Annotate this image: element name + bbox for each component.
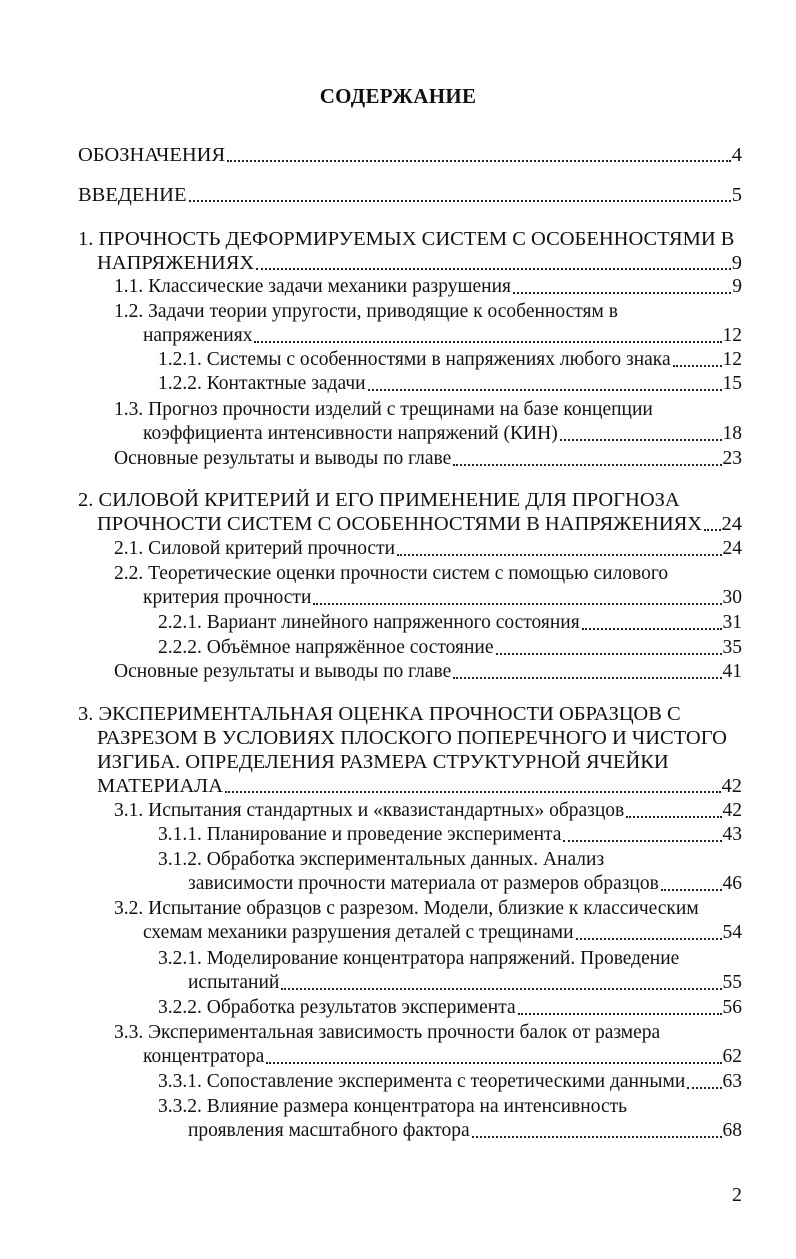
dot-leader xyxy=(368,389,722,391)
dot-leader xyxy=(256,268,731,270)
toc-entry-line xyxy=(0,421,796,447)
toc-entry-line xyxy=(0,371,796,397)
toc-entry-line xyxy=(0,946,796,972)
toc-entry-line xyxy=(0,871,796,897)
toc-entry-line xyxy=(0,274,796,300)
toc-entry-line xyxy=(0,1118,796,1144)
toc-entry-title: концентратора xyxy=(143,1046,265,1067)
toc-entry-title: РАЗРЕЗОМ В УСЛОВИЯХ ПЛОСКОГО ПОПЕРЕЧНОГО И ЧИСТОГО xyxy=(97,727,727,749)
toc-entry-title: 1.2.2. Контактные задачи xyxy=(158,373,366,394)
dot-leader xyxy=(397,554,721,556)
toc-entry-page: 4 xyxy=(731,144,742,166)
toc-entry-page: 56 xyxy=(722,997,742,1018)
toc-entry-title: ИЗГИБА. ОПРЕДЕЛЕНИЯ РАЗМЕРА СТРУКТУРНОЙ ЯЧЕЙКИ xyxy=(97,751,669,773)
toc-entry-page: 42 xyxy=(722,800,742,821)
toc-entry-page: 63 xyxy=(722,1071,742,1092)
toc-entry-page: 42 xyxy=(721,775,742,797)
toc-entry-page: 41 xyxy=(722,661,742,682)
dot-leader xyxy=(560,439,722,441)
toc-entry-line xyxy=(0,142,796,168)
toc-entry-title: Основные результаты и выводы по главе xyxy=(114,448,452,469)
dot-leader xyxy=(313,603,721,605)
toc-entry-line xyxy=(0,701,796,727)
toc-entry-title: коэффициента интенсивности напряжений (КИН) xyxy=(143,423,558,444)
page-title: СОДЕРЖАНИЕ xyxy=(319,84,477,108)
toc-entry-line xyxy=(0,250,796,276)
toc-entry-line xyxy=(0,659,796,685)
toc-entry-page: 9 xyxy=(731,252,742,274)
toc-entry-line xyxy=(0,847,796,873)
toc-entry-page: 23 xyxy=(722,448,742,469)
toc-entry-line xyxy=(0,610,796,636)
toc-entry-title: 3.3. Экспериментальная зависимость прочности балок от размера xyxy=(114,1022,661,1043)
toc-entry-title: МАТЕРИАЛА xyxy=(97,775,223,797)
toc-entry-page: 55 xyxy=(722,972,742,993)
toc-entry-line xyxy=(0,773,796,799)
dot-leader xyxy=(563,840,721,842)
toc-entry-line xyxy=(0,970,796,996)
toc-entry-title: 3.2.2. Обработка результатов эксперимента xyxy=(158,997,516,1018)
toc-entry-line xyxy=(0,511,796,537)
toc-entry-title: 2.2.1. Вариант линейного напряженного состояния xyxy=(158,612,580,633)
dot-leader xyxy=(189,200,731,202)
toc-entry-page: 15 xyxy=(722,373,742,394)
toc-entry-title: 1.2.1. Системы с особенностями в напряжениях любого знака xyxy=(158,349,671,370)
toc-entry-page: 46 xyxy=(722,873,742,894)
dot-leader xyxy=(453,677,721,679)
toc-entry-title: ОБОЗНАЧЕНИЯ xyxy=(78,144,226,166)
toc-entry-line xyxy=(0,182,796,208)
toc-entry-page: 9 xyxy=(732,276,742,297)
toc-entry-title: критерия прочности xyxy=(143,587,312,608)
toc-entry-page: 12 xyxy=(722,325,742,346)
toc-entry-title: 2.2. Теоретические оценки прочности систем с помощью силового xyxy=(114,563,669,584)
toc-entry-line xyxy=(0,1020,796,1046)
toc-entry-line xyxy=(0,323,796,349)
toc-entry-page: 24 xyxy=(722,538,742,559)
toc-entry-title: 3.1.2. Обработка экспериментальных данных. Анализ xyxy=(158,849,605,870)
dot-leader xyxy=(266,1062,721,1064)
dot-leader xyxy=(626,816,721,818)
toc-entry-title: 3.3.2. Влияние размера концентратора на интенсивность xyxy=(158,1096,628,1117)
toc-entry-line xyxy=(0,347,796,373)
toc-entry-page: 30 xyxy=(722,587,742,608)
dot-leader xyxy=(496,653,722,655)
toc-entry-title: 2.2.2. Объёмное напряжённое состояние xyxy=(158,637,494,658)
toc-entry-line xyxy=(0,920,796,946)
toc-entry-line xyxy=(0,446,796,472)
toc-entry-line xyxy=(0,487,796,513)
toc-entry-page: 62 xyxy=(722,1046,742,1067)
toc-entry-title: 3. ЭКСПЕРИМЕНТАЛЬНАЯ ОЦЕНКА ПРОЧНОСТИ ОБРАЗЦОВ С xyxy=(78,703,681,725)
toc-entry-page: 54 xyxy=(722,922,742,943)
toc-entry-line xyxy=(0,749,796,775)
dot-leader xyxy=(513,292,731,294)
toc-entry-title: НАПРЯЖЕНИЯХ xyxy=(97,252,255,274)
toc-entry-line xyxy=(0,995,796,1021)
toc-entry-title: ПРОЧНОСТИ СИСТЕМ С ОСОБЕННОСТЯМИ В НАПРЯЖЕНИЯХ xyxy=(97,513,703,535)
dot-leader xyxy=(453,464,721,466)
toc-entry-title: 1.2. Задачи теории упругости, приводящие к особенностям в xyxy=(114,301,618,322)
toc-entry-title: схемам механики разрушения деталей с трещинами xyxy=(143,922,574,943)
toc-entry-page: 43 xyxy=(722,824,742,845)
toc-entry-line xyxy=(0,397,796,423)
toc-entry-title: 1.3. Прогноз прочности изделий с трещинами на базе концепции xyxy=(114,399,653,420)
toc-entry-page: 12 xyxy=(722,349,742,370)
toc-entry-line xyxy=(0,798,796,824)
toc-entry-page: 31 xyxy=(722,612,742,633)
dot-leader xyxy=(518,1013,722,1015)
dot-leader xyxy=(673,365,722,367)
dot-leader xyxy=(687,1087,721,1089)
toc-entry-line xyxy=(0,725,796,751)
dot-leader xyxy=(281,988,721,990)
toc-entry-title: Основные результаты и выводы по главе xyxy=(114,661,452,682)
toc-entry-line xyxy=(0,226,796,252)
toc-entry-title: проявления масштабного фактора xyxy=(188,1120,470,1141)
toc-entry-title: ВВЕДЕНИЕ xyxy=(78,184,187,206)
toc-entry-line xyxy=(0,585,796,611)
toc-entry-title: 2. СИЛОВОЙ КРИТЕРИЙ И ЕГО ПРИМЕНЕНИЕ ДЛЯ ПРОГНОЗА xyxy=(78,489,680,511)
dot-leader xyxy=(704,529,720,531)
toc-entry-line xyxy=(0,1044,796,1070)
toc-entry-line xyxy=(0,635,796,661)
toc-entry-line xyxy=(0,896,796,922)
dot-leader xyxy=(254,341,721,343)
dot-leader xyxy=(472,1136,722,1138)
toc-entry-line xyxy=(0,1094,796,1120)
page-number: 2 xyxy=(732,1184,742,1206)
toc-entry-title: 1. ПРОЧНОСТЬ ДЕФОРМИРУЕМЫХ СИСТЕМ С ОСОБЕННОСТЯМИ В xyxy=(78,228,735,250)
toc-entry-title: 3.2. Испытание образцов с разрезом. Модели, близкие к классическим xyxy=(114,898,699,919)
toc-entry-title: 3.1.1. Планирование и проведение эксперимента xyxy=(158,824,562,845)
dot-leader xyxy=(576,938,722,940)
toc-entry-line xyxy=(0,1069,796,1095)
dot-leader xyxy=(661,889,722,891)
toc-entry-page: 24 xyxy=(721,513,742,535)
toc-entry-title: испытаний xyxy=(188,972,280,993)
toc-entry-title: напряжениях xyxy=(143,325,253,346)
dot-leader xyxy=(582,628,722,630)
dot-leader xyxy=(225,791,721,793)
toc-entry-title: 3.2.1. Моделирование концентратора напряжений. Проведение xyxy=(158,948,680,969)
toc-entry-title: зависимости прочности материала от размеров образцов xyxy=(188,873,659,894)
toc-entry-line xyxy=(0,536,796,562)
toc-entry-line xyxy=(0,822,796,848)
toc-entry-page: 18 xyxy=(722,423,742,444)
toc-entry-line xyxy=(0,299,796,325)
dot-leader xyxy=(227,160,731,162)
toc-entry-title: 1.1. Классические задачи механики разрушения xyxy=(114,276,511,297)
toc-entry-title: 3.3.1. Сопоставление эксперимента с теоретическими данными xyxy=(158,1071,686,1092)
toc-entry-page: 68 xyxy=(722,1120,742,1141)
toc-entry-page: 35 xyxy=(722,637,742,658)
toc-entry-title: 3.1. Испытания стандартных и «квазистандартных» образцов xyxy=(114,800,625,821)
toc-entry-page: 5 xyxy=(731,184,742,206)
toc-entry-title: 2.1. Силовой критерий прочности xyxy=(114,538,396,559)
toc-entry-line xyxy=(0,561,796,587)
